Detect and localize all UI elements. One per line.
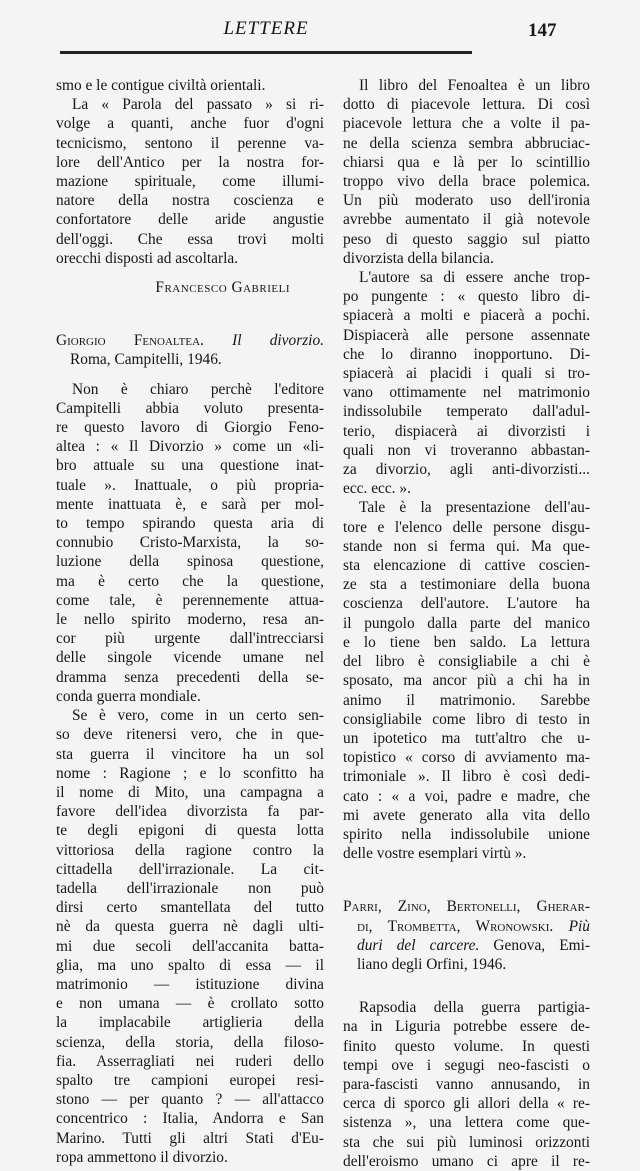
- text-line: cato : « a voi, padre e madre, che: [343, 787, 590, 805]
- text-line: topistico « corso di avviamento ma-: [343, 749, 590, 767]
- text-line: avrebbe aumentato il già notevole: [343, 211, 590, 229]
- review-authors-line: Parri, Zino, Bertonelli, Gherar-: [343, 898, 590, 916]
- text-line: sta guerra il vincitore ha un sol: [56, 745, 324, 763]
- text-line: ecc. ecc. ».: [343, 480, 411, 498]
- page-header: [60, 18, 472, 48]
- text-line: Non è chiaro perchè l'editore: [72, 380, 324, 398]
- text-line: consigliabile come libro di testo in: [343, 710, 590, 728]
- page-number: 147: [528, 20, 557, 41]
- paragraph: [343, 998, 590, 1171]
- text-line: ne della scienza sembra abbruciac-: [343, 134, 590, 152]
- text-line: dotto di piacevole lettura. Di così: [343, 96, 590, 114]
- spacer: [343, 974, 590, 998]
- review-authors: di, Trombetta, Wronowski.: [357, 917, 554, 935]
- text-line: stande non si ferma qui. Ma que-: [343, 537, 590, 555]
- text-line: Marino. Tutti gli altri Stati d'Eu-: [56, 1129, 324, 1147]
- text-line: Un più moderato uso dell'ironia: [343, 192, 590, 210]
- text-line: confortatore delle aride angustie: [56, 211, 324, 229]
- text-line: na in Liguria potrebbe essere de-: [343, 1018, 590, 1036]
- text-line: dirsi certo smantellata del tutto: [56, 899, 324, 917]
- text-line: ma è certo che la questione,: [56, 572, 324, 590]
- text-line: tuale ». Inattuale, o più propria-: [56, 476, 324, 494]
- text-line: troppo vivo della brace polemica.: [343, 173, 590, 191]
- text-line: indissolubile temperato dall'adul-: [343, 403, 590, 421]
- text-line: mi due secoli dell'accanita batta-: [56, 937, 324, 955]
- text-line: ropa ammettono il divorzio.: [56, 1148, 228, 1166]
- text-line: tadella dell'irrazionale non può: [56, 879, 324, 897]
- review-book-title: Il divorzio.: [232, 332, 324, 350]
- text-line: stono — per quanto ? — all'attacco: [56, 1091, 324, 1109]
- text-line: scienza, della storia, della filoso-: [56, 1033, 324, 1051]
- running-title: LETTERE: [223, 18, 309, 39]
- text-line: luzione della spinosa questione,: [56, 553, 324, 571]
- text-line: tempi ove i segugi neo-fascisti o: [343, 1056, 590, 1074]
- paragraph: [343, 268, 590, 498]
- header-rule: [60, 51, 472, 54]
- text-line: Dispiacerà alle persone assennate: [343, 326, 590, 344]
- review-heading: [343, 897, 590, 974]
- paragraph: [56, 706, 324, 1167]
- text-line: peso di questo saggio sul piatto: [343, 230, 590, 248]
- text-line: piacevole lettura che a volte il pa-: [343, 115, 590, 133]
- text-line: altea : « Il Divorzio » come un «li-: [56, 438, 324, 456]
- paragraph: [56, 76, 324, 95]
- review-authors-line: [343, 917, 590, 936]
- text-line: sta elencazione di cattive coscien-: [343, 557, 590, 575]
- text-line: spiacerà a molti e piacerà a pochi.: [343, 307, 590, 325]
- text-line: Rapsodia della guerra partigia-: [359, 999, 590, 1017]
- text-line: concentrico : Italia, Andorra e San: [56, 1110, 324, 1128]
- text-line: dell'eroismo umano ci apre il re-: [343, 1152, 590, 1170]
- spacer: [56, 268, 324, 278]
- text-line: del libro è consigliabile a chi è: [343, 653, 590, 671]
- text-line: il pungolo dalla parte del manico: [343, 614, 590, 632]
- text-line: favore dell'idea divorzista fa par-: [56, 803, 324, 821]
- spacer: [343, 863, 590, 897]
- text-line: ze sta a testimoniare della buona: [343, 576, 590, 594]
- text-line: vittoriosa della ragione contro la: [56, 841, 324, 859]
- text-line: nè da questa guerra nè dagli ulti-: [56, 918, 324, 936]
- text-line: Il libro del Fenoaltea è un libro: [359, 77, 590, 94]
- text-line: delle vostre esemplari virtù ».: [343, 845, 527, 863]
- paragraph: [343, 76, 590, 268]
- text-line: come tale, è perennemente attua-: [56, 591, 324, 609]
- text-line: mi avete generato alla vita dello: [343, 806, 590, 824]
- text-line: il nome di Mito, una campagna a: [56, 783, 324, 801]
- text-line: trimoniale ». Il libro è così dedi-: [343, 768, 590, 786]
- text-line: cerca di sporco gli allori della « re-: [343, 1095, 590, 1113]
- text-line: tore e l'elenco delle persone disgu-: [343, 518, 590, 536]
- text-line: para-fascisti vanno annusando, in: [343, 1075, 590, 1093]
- review-author: Giorgio Fenoaltea.: [56, 332, 204, 350]
- review-publication: liano degli Orfini, 1946.: [357, 955, 507, 973]
- text-line: cittadella dell'irrazionale. La cit-: [56, 860, 324, 878]
- review-book-title: duri del carcere.: [357, 936, 480, 954]
- text-line: po pungente : « questo libro di-: [343, 288, 590, 306]
- review-book-title: Più: [568, 917, 590, 935]
- text-line: bro attuale su una questione inat-: [56, 457, 324, 475]
- text-line: spiacerà ai placidi i quali si tro-: [343, 365, 590, 383]
- spacer: [56, 297, 324, 331]
- text-line: Campitelli abbia voluto presenta-: [56, 399, 324, 417]
- text-line: matrimonio — istituzione divina: [56, 975, 324, 993]
- text-line: spalto tre campioni europei resi-: [56, 1071, 324, 1089]
- text-line: re questo lavoro di Giorgio Feno-: [56, 419, 324, 437]
- text-line: Se è vero, come in un certo sen-: [72, 707, 324, 725]
- text-line: to tempo spirando questa aria di: [56, 515, 324, 533]
- text-line: un ipotetico ma tutt'altro che u-: [343, 729, 590, 747]
- text-line: e lo tiene ben saldo. La lettura: [343, 633, 590, 651]
- text-line: terio, dispiacerà ai divorzisti i: [343, 422, 590, 440]
- text-line: le nello spirito moderno, resa an-: [56, 611, 324, 629]
- text-line: L'autore sa di essere anche trop-: [359, 269, 590, 287]
- paragraph: [56, 380, 324, 706]
- review-publication: Roma, Campitelli, 1946.: [70, 351, 222, 369]
- text-line: za divorzio, agli anti-divorzisti...: [343, 461, 590, 479]
- review-signature: Francesco Gabrieli: [155, 279, 290, 297]
- text-line: vano ottimamente nel matrimonio: [343, 384, 590, 402]
- spacer: [56, 370, 324, 380]
- text-line: smo e le contigue civiltà orientali.: [56, 77, 266, 94]
- text-line: dell'oggi. Che essa trovi molti: [56, 230, 324, 248]
- text-line: divorzista della bilancia.: [343, 249, 494, 267]
- text-line: connubio Cristo-Marxista, la so-: [56, 534, 324, 552]
- text-line: e non umana — è crollato sotto: [56, 995, 324, 1013]
- text-line: orecchi disposti ad ascoltarla.: [56, 249, 239, 267]
- text-line: coscienza dell'autore. L'autore ha: [343, 595, 590, 613]
- text-line: dramma senza precedenti della se-: [56, 668, 324, 686]
- text-line: spirito nella indissolubile unione: [343, 825, 590, 843]
- text-line: la implacabile artiglieria della: [56, 1014, 324, 1032]
- text-line: lore dell'Antico per la nostra for-: [56, 153, 324, 171]
- text-line: finito questo volume. In questi: [343, 1037, 590, 1055]
- text-line: glia, ma uno spalto di essa — il: [56, 956, 324, 974]
- review-publication: Genova, Emi-: [493, 936, 590, 954]
- text-line: mazione spirituale, come illumi-: [56, 173, 324, 191]
- paragraph: [56, 95, 324, 268]
- text-line: mente inattuata è, e sarà per mol-: [56, 495, 324, 513]
- text-line: volge a quanti, anche fuor d'ogni: [56, 115, 324, 133]
- text-line: animo il matrimonio. Sarebbe: [343, 691, 590, 709]
- text-line: sta che sui più luminosi orizzonti: [343, 1133, 590, 1151]
- text-line: nome : Ragione ; e lo sconfitto ha: [56, 764, 324, 782]
- text-line: natore della nostra coscienza e: [56, 192, 324, 210]
- text-line: cor più urgente dall'intrecciarsi: [56, 630, 324, 648]
- paragraph: [343, 498, 590, 863]
- review-heading-line: [56, 331, 324, 350]
- text-line: chiarsi qua e là per lo scintillio: [343, 153, 590, 171]
- text-line: Tale è la presentazione dell'au-: [359, 499, 590, 517]
- text-line: te degli epigoni di questa lotta: [56, 822, 324, 840]
- text-line: delle singole vicende umane nel: [56, 649, 324, 667]
- right-column: [343, 76, 590, 1171]
- text-line: sposato, ma ancor più a chi ha in: [343, 672, 590, 690]
- left-column: [56, 76, 324, 1167]
- text-line: conda guerra mondiale.: [56, 687, 201, 705]
- text-line: quali non vi troveranno abbastan-: [343, 441, 590, 459]
- text-line: tecnicismo, sentono il perenne va-: [56, 134, 324, 152]
- text-line: La « Parola del passato » si ri-: [72, 96, 324, 114]
- review-heading: [56, 331, 324, 369]
- text-line: che lo diranno inopportuno. Di-: [343, 345, 590, 363]
- text-line: sistenza », una lettera come que-: [343, 1114, 590, 1132]
- text-line: so deve ritenersi vero, che in que-: [56, 726, 324, 744]
- text-line: fia. Asserragliati nei ruderi dello: [56, 1052, 324, 1070]
- review-title-line: [343, 936, 590, 955]
